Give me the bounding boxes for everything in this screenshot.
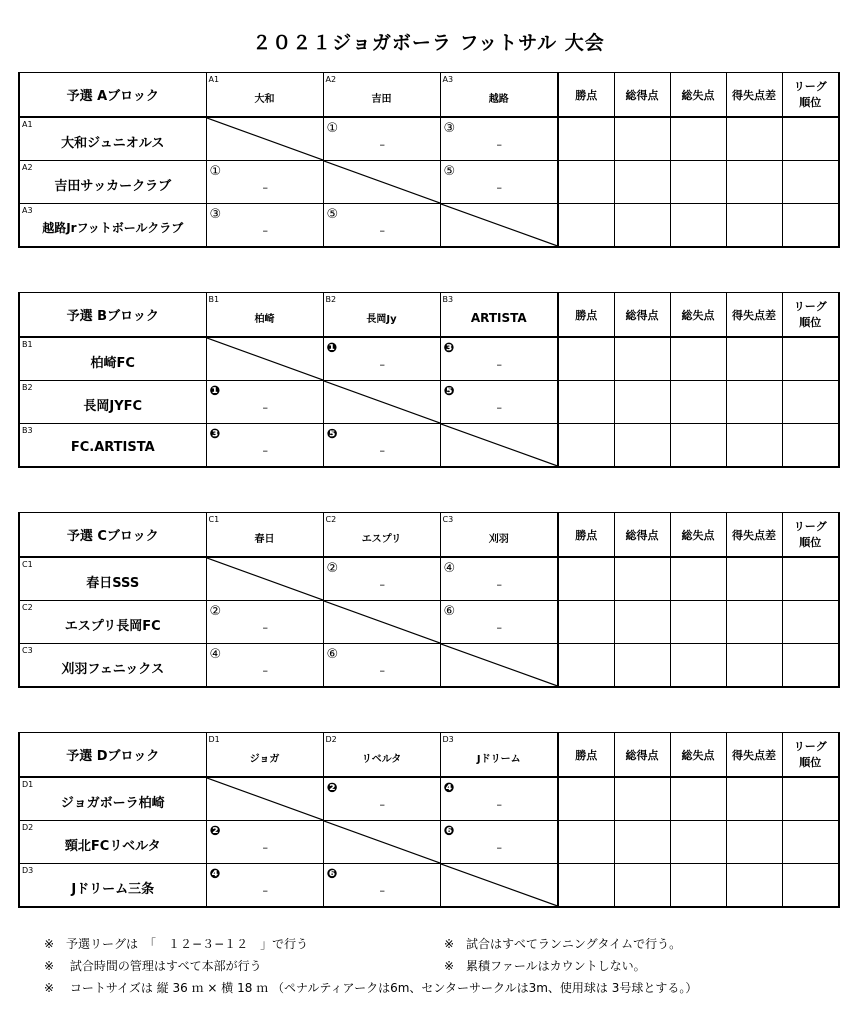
stat-cell	[782, 337, 839, 381]
match-cell	[440, 821, 558, 864]
score-separator: –	[496, 401, 502, 414]
score-separator: –	[262, 841, 268, 854]
self-match-cell	[323, 161, 440, 204]
team-row	[19, 644, 839, 688]
match-number: ③	[209, 207, 222, 222]
team-code: A3	[22, 206, 33, 215]
stat-cell	[558, 117, 614, 161]
team-row	[19, 161, 839, 204]
team-code: B2	[325, 295, 337, 304]
team-name: 春日SSS	[86, 575, 140, 591]
match-cell	[323, 117, 440, 161]
stat-cell	[726, 204, 782, 248]
stat-cell	[782, 601, 839, 644]
stat-cell	[782, 777, 839, 821]
score-separator: –	[379, 578, 385, 591]
team-code: C2	[325, 515, 337, 524]
column-team-name: 春日	[254, 534, 275, 545]
team-code: D2	[325, 735, 337, 744]
block-name: 予選 Dブロック	[66, 749, 160, 764]
match-number: ②	[209, 604, 222, 619]
column-team-name: エスプリ	[361, 534, 402, 545]
team-row	[19, 601, 839, 644]
stat-cell	[614, 601, 670, 644]
stat-cell	[726, 777, 782, 821]
stat-cell	[558, 161, 614, 204]
team-name: 柏崎FC	[90, 355, 135, 371]
stat-cell	[670, 777, 726, 821]
match-number: ③	[443, 121, 456, 136]
stat-cell	[726, 381, 782, 424]
self-match-cell	[206, 117, 323, 161]
stat-cell	[670, 337, 726, 381]
team-name: 越路Jrフットボールクラブ	[42, 220, 184, 235]
team-name: 刈羽フェニックス	[61, 661, 165, 677]
match-cell	[323, 337, 440, 381]
column-team-name: ARTISTA	[470, 310, 527, 325]
match-cell	[206, 424, 323, 468]
self-match-cell	[440, 644, 558, 688]
stat-header: 総失点	[670, 293, 726, 338]
match-cell	[323, 644, 440, 688]
column-team-name: 越路	[488, 94, 509, 105]
self-match-cell	[206, 777, 323, 821]
score-separator: –	[496, 181, 502, 194]
team-row	[19, 777, 839, 821]
stat-cell	[558, 777, 614, 821]
self-match-cell	[440, 204, 558, 248]
match-cell	[206, 864, 323, 908]
stat-cell	[558, 424, 614, 468]
match-cell	[323, 204, 440, 248]
stat-header: 総得点	[614, 733, 670, 778]
team-row	[19, 557, 839, 601]
match-cell	[440, 777, 558, 821]
block-table-2	[18, 292, 840, 468]
stat-header: 総失点	[670, 513, 726, 558]
stat-header: 総得点	[614, 293, 670, 338]
score-separator: –	[262, 664, 268, 677]
self-match-cell	[323, 821, 440, 864]
stat-header: 勝点	[558, 293, 614, 338]
stat-cell	[670, 161, 726, 204]
team-name: 大和ジュニオルス	[61, 135, 165, 151]
team-code: B2	[22, 383, 33, 392]
match-number: ❹	[443, 781, 455, 796]
diagonal-line	[441, 424, 558, 466]
stat-header: リーグ順位	[782, 293, 839, 338]
stat-cell	[558, 204, 614, 248]
team-name: 長岡JYFC	[83, 398, 143, 414]
match-number: ❺	[326, 427, 338, 442]
stat-header: リーグ順位	[782, 733, 839, 778]
score-separator: –	[496, 798, 502, 811]
stat-cell	[782, 161, 839, 204]
team-name: エスプリ長岡FC	[64, 618, 161, 634]
stat-header: 得失点差	[726, 293, 782, 338]
diagonal-line	[207, 338, 323, 380]
match-number: ②	[326, 561, 339, 576]
stat-cell	[614, 777, 670, 821]
diagonal-line	[207, 118, 323, 160]
stat-cell	[670, 381, 726, 424]
team-code: C3	[22, 646, 33, 655]
note-1: ※ 予選リーグは 「 １２−３−１２ 」で行う	[44, 937, 309, 951]
stat-header: リーグ順位	[782, 513, 839, 558]
team-name: Jドリーム三条	[71, 881, 155, 897]
stat-cell	[782, 381, 839, 424]
column-team-name: 大和	[254, 94, 275, 105]
match-cell	[323, 864, 440, 908]
diagonal-line	[324, 601, 440, 643]
team-name: ジョガボーラ柏崎	[60, 795, 165, 811]
stat-cell	[670, 821, 726, 864]
self-match-cell	[440, 864, 558, 908]
self-match-cell	[323, 601, 440, 644]
team-code: A1	[22, 120, 33, 129]
match-number: ④	[443, 561, 456, 576]
team-code: D1	[208, 735, 220, 744]
team-code: D3	[22, 866, 34, 875]
team-code: B1	[208, 295, 220, 304]
match-number: ④	[209, 647, 222, 662]
match-cell	[206, 161, 323, 204]
stat-cell	[782, 204, 839, 248]
block-name: 予選 Bブロック	[66, 309, 159, 324]
stat-header: 総失点	[670, 733, 726, 778]
stat-cell	[726, 864, 782, 908]
score-separator: –	[379, 884, 385, 897]
team-row	[19, 117, 839, 161]
block-table-3	[18, 512, 840, 688]
match-number: ❹	[209, 867, 221, 882]
stat-cell	[670, 424, 726, 468]
stat-cell	[726, 601, 782, 644]
stat-cell	[782, 424, 839, 468]
match-cell	[323, 777, 440, 821]
note-4: ※ 累積ファールはカウントしない。	[444, 959, 646, 973]
note-3: ※ 試合時間の管理はすべて本部が行う	[44, 959, 262, 973]
stat-header: 得失点差	[726, 733, 782, 778]
block-name: 予選 Cブロック	[66, 529, 159, 544]
stat-cell	[614, 381, 670, 424]
team-code: A1	[208, 75, 220, 84]
stat-cell	[670, 557, 726, 601]
self-match-cell	[206, 337, 323, 381]
diagonal-line	[324, 161, 440, 203]
diagonal-line	[324, 821, 440, 863]
diagonal-line	[441, 644, 558, 686]
stat-cell	[558, 601, 614, 644]
stat-cell	[782, 864, 839, 908]
diagonal-line	[441, 864, 558, 906]
diagonal-line	[441, 204, 558, 246]
match-number: ⑥	[443, 604, 456, 619]
team-code: C2	[22, 603, 33, 612]
column-team-name: 長岡Jy	[366, 314, 397, 325]
score-separator: –	[496, 841, 502, 854]
stat-cell	[726, 821, 782, 864]
team-code: C3	[442, 515, 454, 524]
match-cell	[440, 117, 558, 161]
team-code: D3	[442, 735, 454, 744]
score-separator: –	[496, 578, 502, 591]
score-separator: –	[379, 444, 385, 457]
match-cell	[440, 337, 558, 381]
stat-cell	[558, 337, 614, 381]
score-separator: –	[262, 444, 268, 457]
team-code: A3	[442, 75, 454, 84]
note-5: ※ コートサイズは 縦 36 ｍ × 横 18 ｍ （ペナルティアークは6m、センターサークルは3m、使用球は 3号球とする。）	[44, 981, 698, 995]
team-row	[19, 821, 839, 864]
match-cell	[206, 204, 323, 248]
stat-cell	[614, 644, 670, 688]
block-table-4	[18, 732, 840, 908]
column-team-name: ジョガ	[249, 754, 280, 765]
team-code: B3	[22, 426, 33, 435]
score-separator: –	[379, 664, 385, 677]
stat-cell	[558, 644, 614, 688]
score-separator: –	[379, 358, 385, 371]
team-name: 吉田サッカークラブ	[54, 178, 172, 194]
stat-header: 総失点	[670, 73, 726, 118]
stat-cell	[558, 381, 614, 424]
stat-header: リーグ順位	[782, 73, 839, 118]
score-separator: –	[262, 181, 268, 194]
team-code: C1	[208, 515, 220, 524]
stat-cell	[726, 161, 782, 204]
stat-header: 勝点	[558, 513, 614, 558]
stat-cell	[614, 204, 670, 248]
team-code: C1	[22, 560, 33, 569]
team-code: A2	[22, 163, 33, 172]
stat-cell	[670, 117, 726, 161]
stat-cell	[614, 117, 670, 161]
match-cell	[206, 821, 323, 864]
self-match-cell	[440, 424, 558, 468]
stat-cell	[726, 117, 782, 161]
stat-cell	[726, 557, 782, 601]
score-separator: –	[379, 224, 385, 237]
score-separator: –	[262, 621, 268, 634]
stat-cell	[614, 337, 670, 381]
match-number: ⑤	[326, 207, 339, 222]
stat-cell	[782, 557, 839, 601]
match-cell	[206, 601, 323, 644]
column-team-name: 柏崎	[254, 314, 275, 325]
team-code: A2	[325, 75, 337, 84]
match-cell	[323, 424, 440, 468]
match-number: ❻	[326, 867, 338, 882]
stat-cell	[614, 424, 670, 468]
match-number: ①	[209, 164, 222, 179]
stat-cell	[782, 821, 839, 864]
match-number: ⑥	[326, 647, 339, 662]
team-row	[19, 337, 839, 381]
match-number: ❷	[326, 781, 338, 796]
column-team-name: 刈羽	[488, 534, 509, 545]
team-code: B1	[22, 340, 33, 349]
match-cell	[440, 381, 558, 424]
team-row	[19, 204, 839, 248]
stat-cell	[670, 601, 726, 644]
stat-header: 勝点	[558, 733, 614, 778]
stat-cell	[614, 864, 670, 908]
match-number: ❻	[443, 824, 455, 839]
stat-cell	[614, 161, 670, 204]
team-code: D1	[22, 780, 34, 789]
match-cell	[440, 161, 558, 204]
team-code: B3	[442, 295, 454, 304]
match-number: ⑤	[443, 164, 456, 179]
team-code: D2	[22, 823, 34, 832]
stat-cell	[614, 821, 670, 864]
stat-cell	[558, 864, 614, 908]
self-match-cell	[323, 381, 440, 424]
score-separator: –	[262, 401, 268, 414]
team-row	[19, 381, 839, 424]
block-name: 予選 Aブロック	[66, 89, 159, 104]
diagonal-line	[207, 778, 323, 820]
diagonal-line	[207, 558, 323, 600]
column-team-name: リベルタ	[361, 754, 402, 765]
self-match-cell	[206, 557, 323, 601]
stat-cell	[558, 821, 614, 864]
score-separator: –	[379, 138, 385, 151]
score-separator: –	[496, 138, 502, 151]
stat-cell	[558, 557, 614, 601]
note-2: ※ 試合はすべてランニングタイムで行う。	[444, 937, 682, 951]
match-cell	[206, 644, 323, 688]
stat-header: 得失点差	[726, 513, 782, 558]
stat-cell	[670, 644, 726, 688]
match-cell	[440, 601, 558, 644]
block-table-1	[18, 72, 840, 248]
match-number: ❸	[443, 341, 455, 356]
stat-header: 総得点	[614, 73, 670, 118]
match-number: ①	[326, 121, 339, 136]
stat-cell	[782, 644, 839, 688]
stat-cell	[670, 204, 726, 248]
diagonal-line	[324, 381, 440, 423]
match-cell	[323, 557, 440, 601]
column-team-name: 吉田	[371, 94, 392, 105]
match-cell	[206, 381, 323, 424]
team-name: 頸北FCリベルタ	[64, 838, 161, 854]
team-name: FC.ARTISTA	[70, 439, 155, 455]
stat-header: 得失点差	[726, 73, 782, 118]
page-title: ２０２１ジョガボーラ フットサル 大会	[252, 32, 605, 54]
stat-cell	[614, 557, 670, 601]
match-number: ❸	[209, 427, 221, 442]
score-separator: –	[262, 884, 268, 897]
team-row	[19, 864, 839, 908]
match-cell	[440, 557, 558, 601]
stat-cell	[726, 337, 782, 381]
stat-header: 総得点	[614, 513, 670, 558]
match-number: ❶	[209, 384, 221, 399]
score-separator: –	[496, 358, 502, 371]
column-team-name: Jドリーム	[476, 754, 521, 765]
match-number: ❺	[443, 384, 455, 399]
score-separator: –	[262, 224, 268, 237]
team-row	[19, 424, 839, 468]
match-number: ❶	[326, 341, 338, 356]
stat-header: 勝点	[558, 73, 614, 118]
stat-cell	[670, 864, 726, 908]
match-number: ❷	[209, 824, 221, 839]
stat-cell	[726, 644, 782, 688]
score-separator: –	[496, 621, 502, 634]
stat-cell	[726, 424, 782, 468]
score-separator: –	[379, 798, 385, 811]
stat-cell	[782, 117, 839, 161]
